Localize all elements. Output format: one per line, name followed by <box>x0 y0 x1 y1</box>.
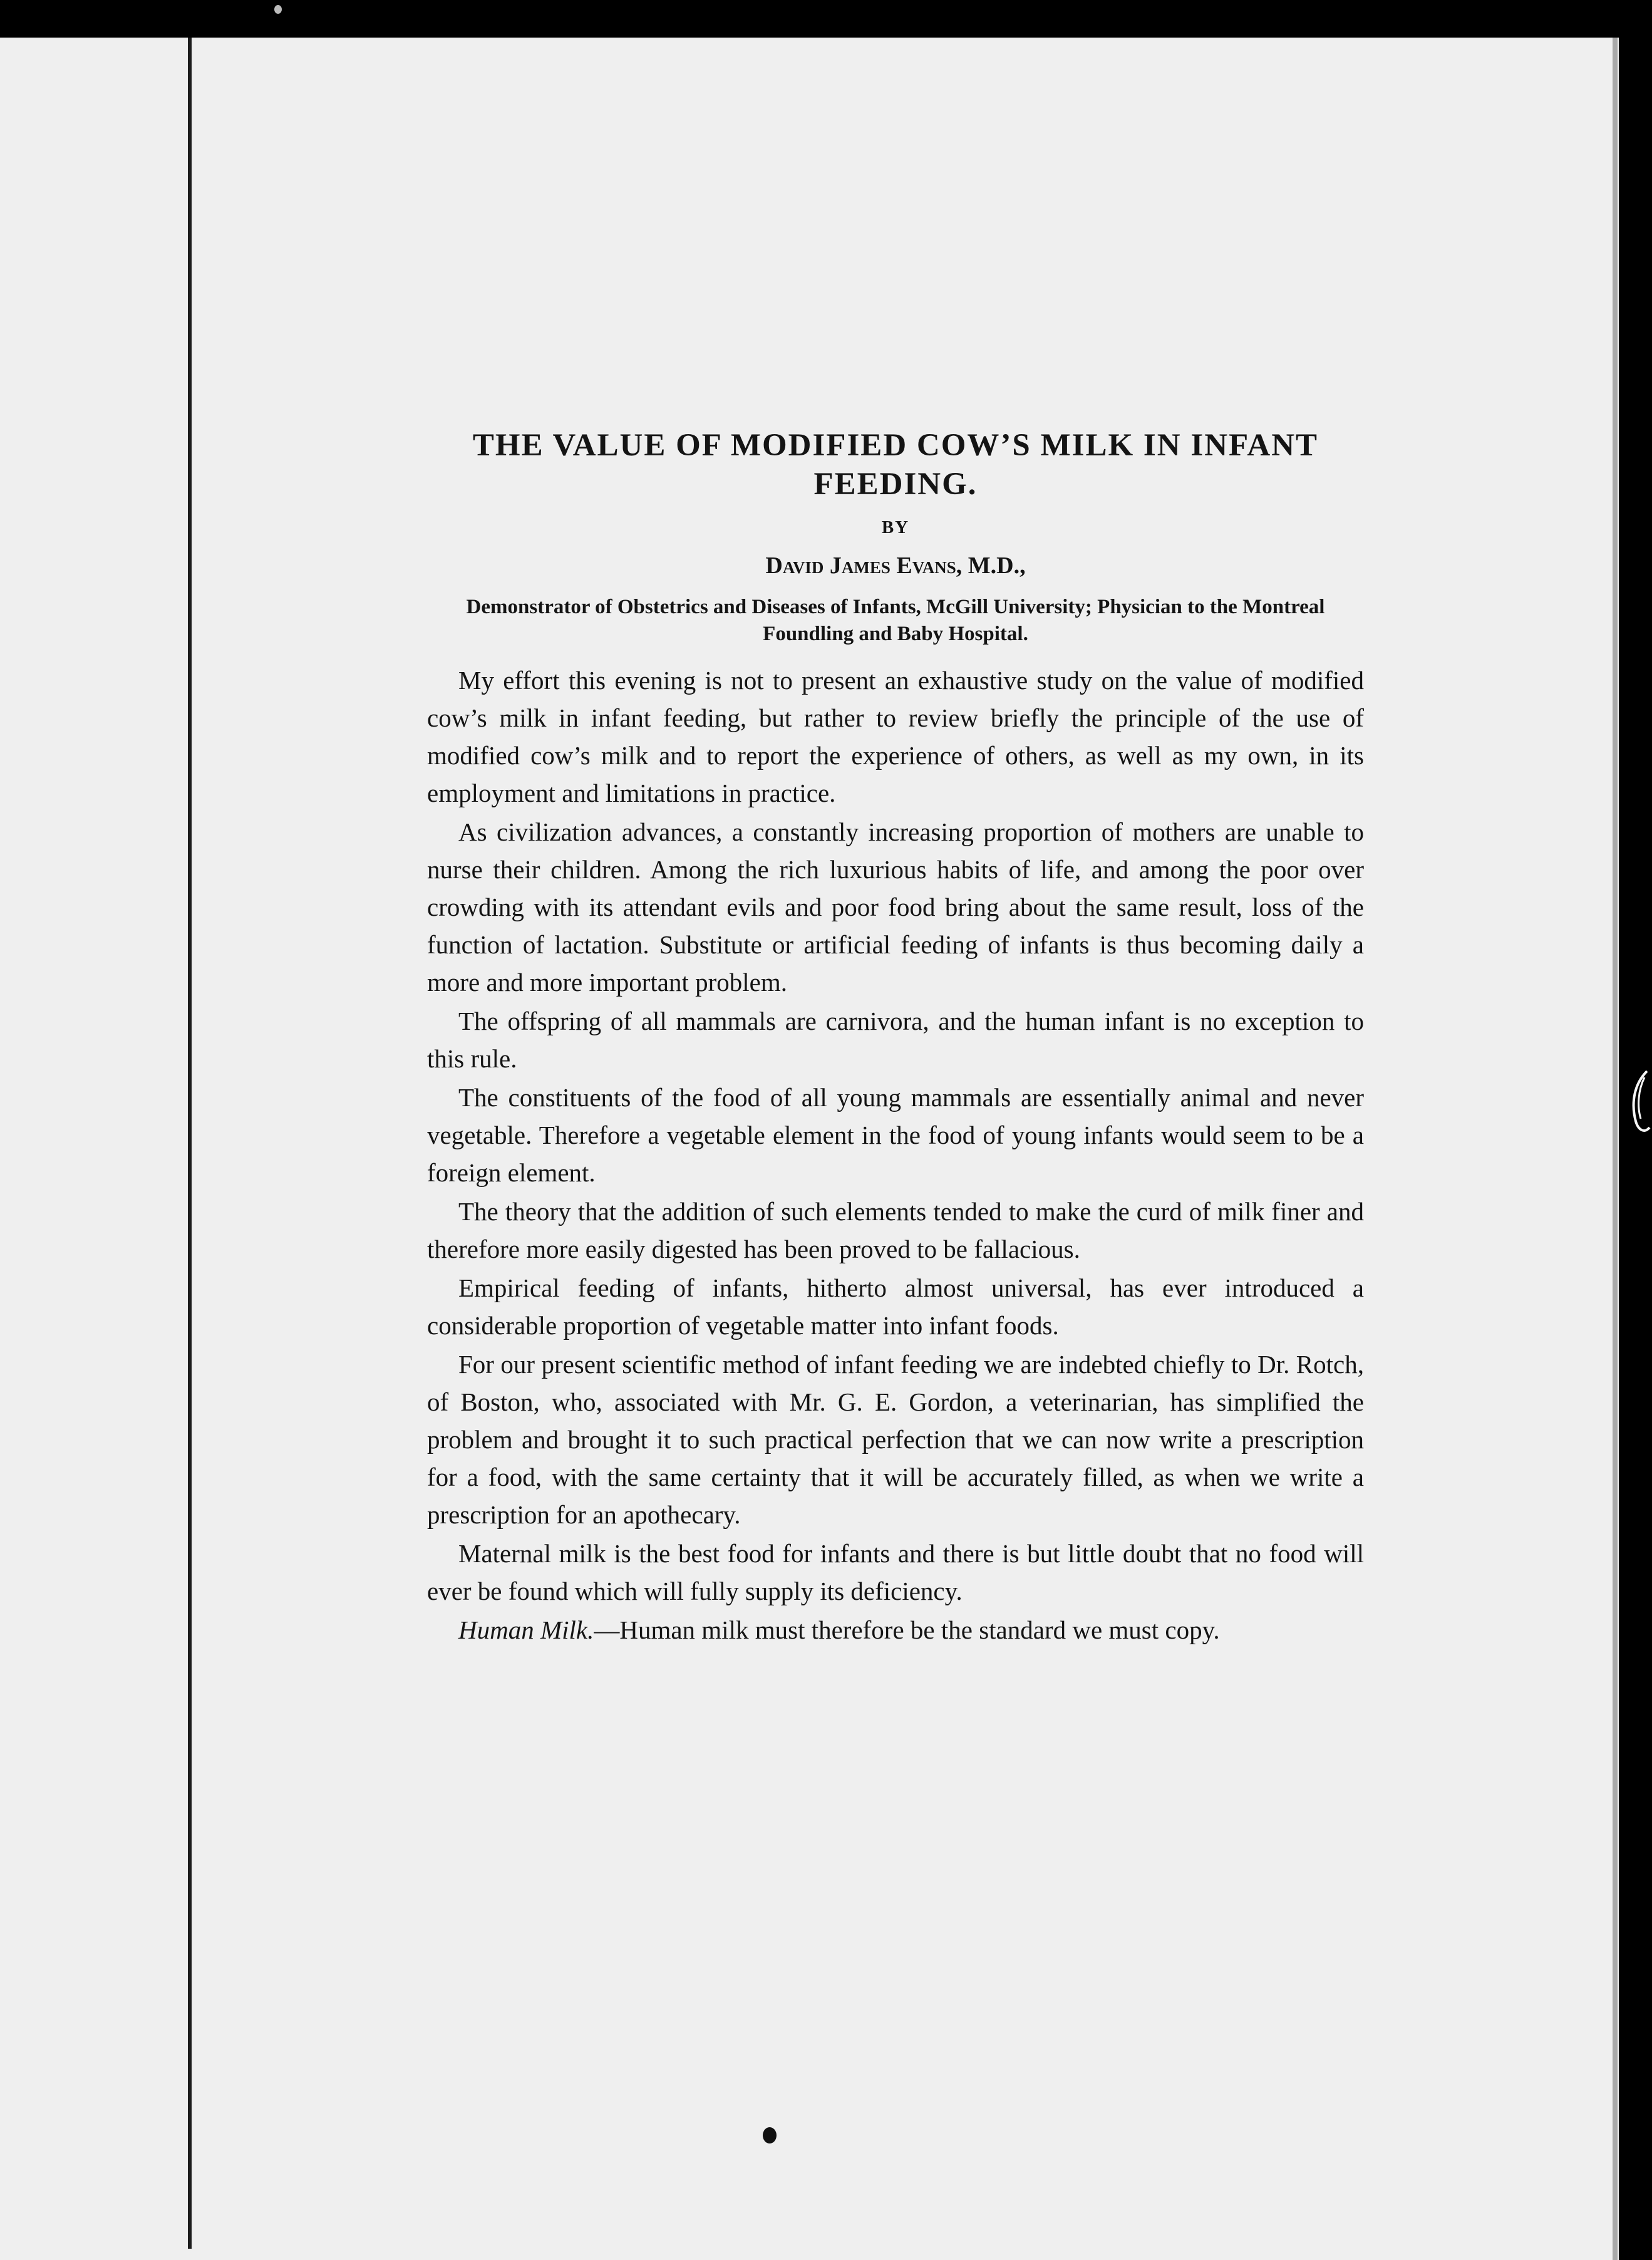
paragraph-lead-heading: Human Milk. <box>458 1615 594 1644</box>
paragraph: Maternal milk is the best food for infants and there is but little doubt that no food will ever be found which will fully supply its deficiency. <box>427 1539 1364 1605</box>
paragraph: Empirical feeding of infants, hitherto almost universal, has ever introduced a considerable proportion of vegetable matter into infant foods. <box>427 1273 1364 1340</box>
page-bullet-mark <box>763 2127 777 2143</box>
article <box>427 426 1364 1650</box>
paragraph: For our present scientific method of infant feeding we are indebted chiefly to Dr. Rotch, of Boston, who, associated with Mr. G. E. Gordon, a veterinarian, has simplified the problem and brought it to such practical perfection that we can now write a prescription for a food, with the same certainty that it will be accurately filled, as when we write a prescription for an apothecary. <box>427 1350 1364 1529</box>
paragraph-text: —Human milk must therefore be the standard we must copy. <box>594 1615 1220 1644</box>
article-title: THE VALUE OF MODIFIED COW’S MILK IN INFANT FEEDING. <box>472 428 1319 502</box>
paragraph-human-milk <box>427 1611 1364 1649</box>
byline: BY <box>881 517 910 537</box>
author-affiliation: Demonstrator of Obstetrics and Diseases of Infants, McGill University; Physician to the Montreal Foundling and Baby Hospital. <box>466 596 1325 645</box>
article-body <box>427 661 1364 1649</box>
scan-speck <box>274 5 282 14</box>
paragraph: The offspring of all mammals are carnivora, and the human infant is no exception to this rule. <box>427 1007 1364 1073</box>
author-name: David James Evans, M.D., <box>765 552 1026 579</box>
page-right-edge <box>1613 38 1618 2260</box>
page-clip-icon <box>1622 1065 1652 1140</box>
paragraph: The theory that the addition of such elements tended to make the curd of milk finer and therefore more easily digested has been proved to be fallacious. <box>427 1197 1364 1263</box>
binding-gutter-line <box>188 38 192 2249</box>
paragraph: My effort this evening is not to present an exhaustive study on the value of modified cow’s milk in infant feeding, but rather to review briefly the principle of the use of modified cow’s milk and to report the experience of others, as well as my own, in its employment and limitations in practice. <box>427 666 1364 807</box>
paragraph: The constituents of the food of all young mammals are essentially animal and never vegetable. Therefore a vegetable element in the food of young infants would seem to be a foreign element. <box>427 1083 1364 1187</box>
paragraph: As civilization advances, a constantly increasing proportion of mothers are unable to nurse their children. Among the rich luxurious habits of life, and among the poor over crowding with its attendant evils and poor food bring about the same result, loss of the function of lactation. Substitute or artificial feeding of infants is thus becoming daily a more and more important problem. <box>427 817 1364 997</box>
